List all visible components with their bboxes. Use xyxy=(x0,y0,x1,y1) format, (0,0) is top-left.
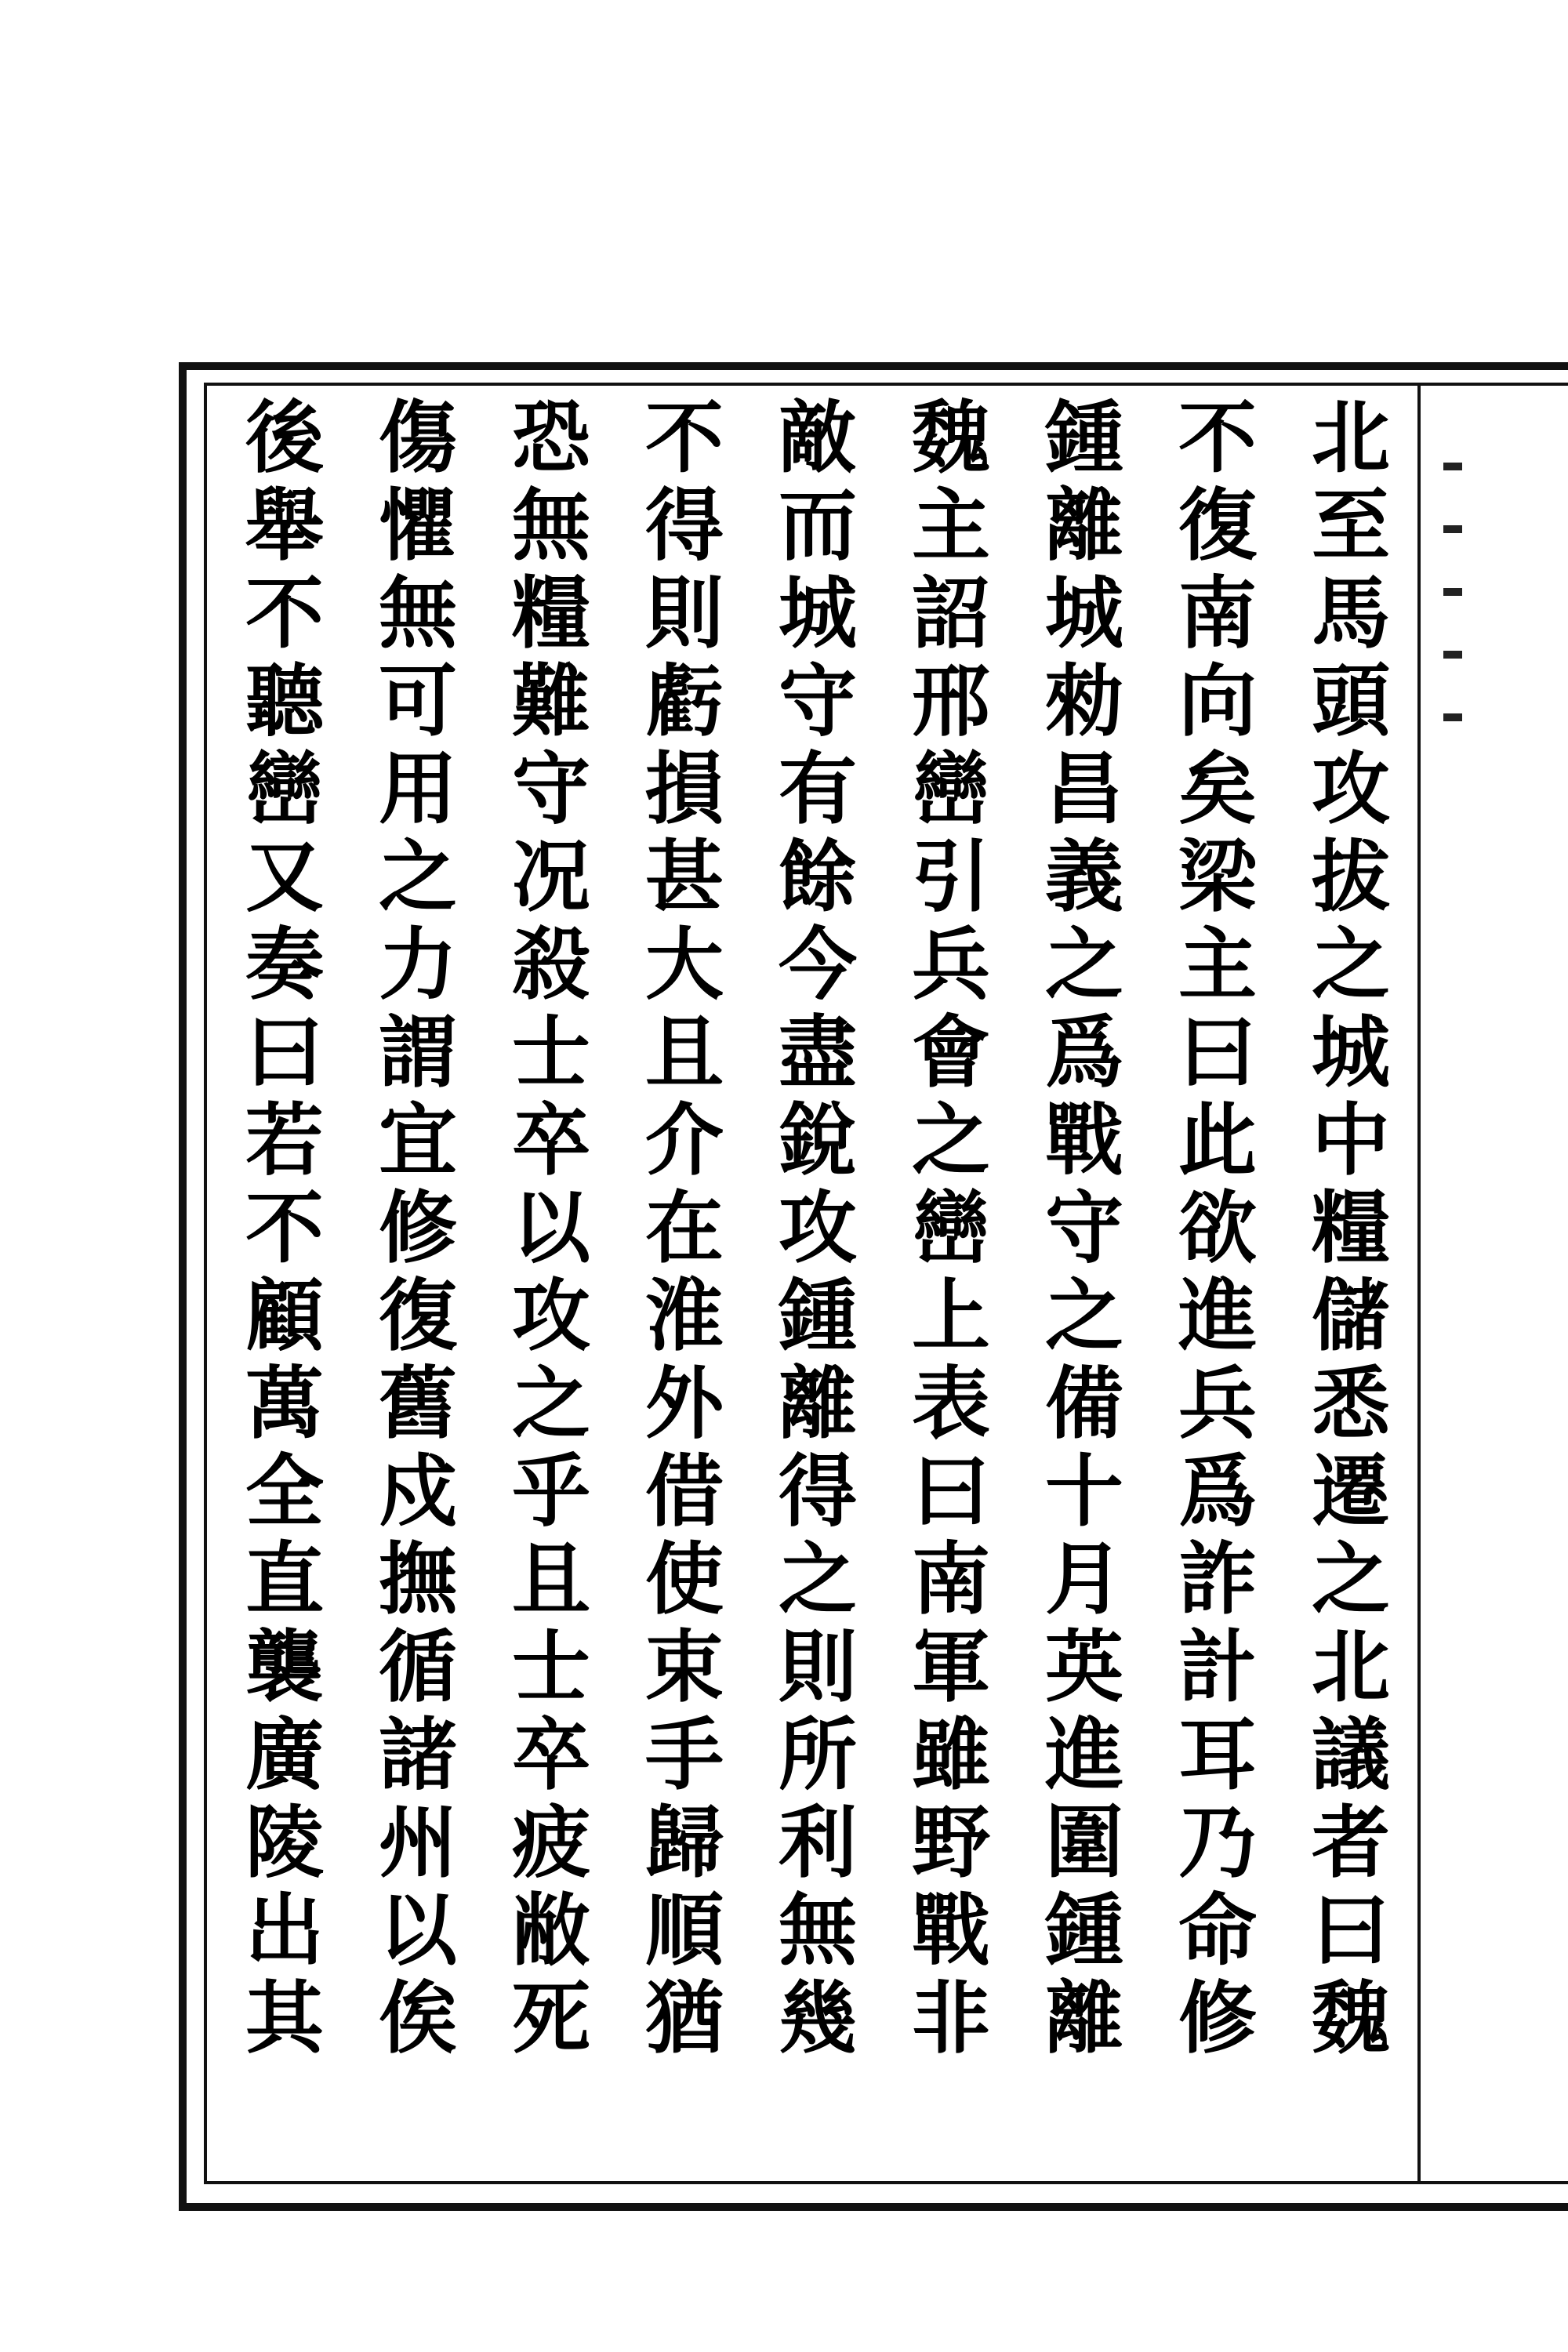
text-column: 鍾離城勑昌義之爲戰守之備十月英進圍鍾離 xyxy=(1032,396,1124,2064)
margin-divider xyxy=(1417,383,1421,2184)
text-column: 恐無糧難守况殺士卒以攻之乎且士卒疲敝死 xyxy=(499,396,591,2064)
text-column: 不復南向矣梁主曰此欲進兵爲詐計耳乃命修 xyxy=(1165,396,1258,2064)
text-column: 魏主詔邢巒引兵會之巒上表曰南軍雖野戰非 xyxy=(898,396,991,2064)
text-column: 傷懼無可用之力謂宜修復舊戍撫循諸州以俟 xyxy=(365,396,458,2064)
text-column: 後舉不聽巒又奏曰若不顧萬全直襲廣陵出其 xyxy=(232,396,325,2064)
text-column: 北至馬頭攻拔之城中糧儲悉遷之北議者曰魏 xyxy=(1298,396,1391,2064)
text-column: 敵而城守有餘今盡銳攻鍾離得之則所利無幾 xyxy=(765,396,858,2064)
text-column: 不得則虧損甚大且介在淮外借使束手歸順猶 xyxy=(632,396,724,2064)
text-block xyxy=(212,396,1411,2176)
margin-marks xyxy=(1439,408,1470,1113)
